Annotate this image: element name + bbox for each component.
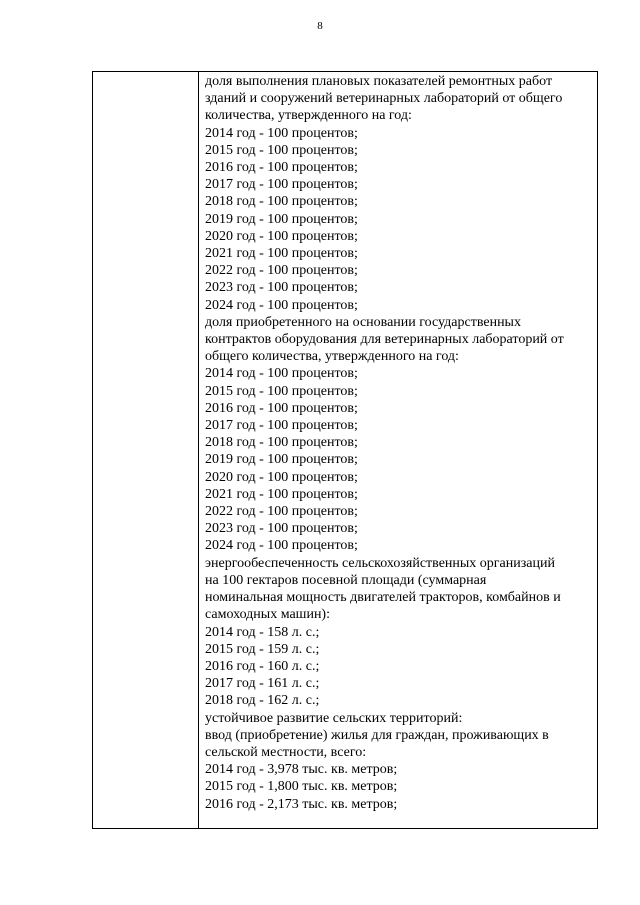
text-line: 2015 год - 1,800 тыс. кв. метров; [205, 779, 398, 795]
text-line: 2018 год - 100 процентов; [205, 435, 358, 451]
text-line: 2015 год - 100 процентов; [205, 383, 358, 399]
text-line: номинальная мощность двигателей тракторов, комбайнов и [205, 590, 561, 606]
text-line: количества, утвержденного на год: [205, 108, 412, 124]
text-line: 2015 год - 159 л. с.; [205, 641, 320, 657]
text-line: 2016 год - 2,173 тыс. кв. метров; [205, 796, 398, 812]
text-line: 2014 год - 100 процентов; [205, 366, 358, 382]
text-line: 2023 год - 100 процентов; [205, 280, 358, 296]
text-line: 2021 год - 100 процентов; [205, 486, 358, 502]
document-table [92, 71, 598, 829]
text-line: 2022 год - 100 процентов; [205, 263, 358, 279]
text-line: 2024 год - 100 процентов; [205, 297, 358, 313]
text-line: 2018 год - 100 процентов; [205, 194, 358, 210]
text-line: 2016 год - 100 процентов; [205, 400, 358, 416]
text-line: 2021 год - 100 процентов; [205, 246, 358, 262]
text-line: контрактов оборудования для ветеринарных лабораторий от [205, 332, 564, 348]
text-line: 2016 год - 100 процентов; [205, 160, 358, 176]
text-line: доля приобретенного на основании государственных [205, 314, 521, 330]
text-line: 2022 год - 100 процентов; [205, 504, 358, 520]
text-line: 2017 год - 100 процентов; [205, 418, 358, 434]
text-line: 2014 год - 158 л. с.; [205, 624, 320, 640]
text-line: 2024 год - 100 процентов; [205, 538, 358, 554]
text-line: энергообеспеченность сельскохозяйственных организаций [205, 555, 555, 571]
table-right-cell [199, 72, 597, 828]
text-line: устойчивое развитие сельских территорий: [205, 710, 463, 726]
text-line: доля выполнения плановых показателей ремонтных работ [205, 74, 553, 89]
text-line: 2017 год - 161 л. с.; [205, 676, 320, 692]
text-line: ввод (приобретение) жилья для граждан, проживающих в [205, 727, 549, 743]
text-line: 2017 год - 100 процентов; [205, 177, 358, 193]
text-line: 2015 год - 100 процентов; [205, 142, 358, 158]
text-line: сельской местности, всего: [205, 744, 367, 760]
text-line: 2023 год - 100 процентов; [205, 521, 358, 537]
text-line: 2014 год - 3,978 тыс. кв. метров; [205, 762, 398, 778]
text-line: самоходных машин): [205, 607, 330, 623]
text-line: зданий и сооружений ветеринарных лабораторий от общего [205, 91, 563, 107]
text-line: 2019 год - 100 процентов; [205, 211, 358, 227]
text-line: 2016 год - 160 л. с.; [205, 658, 320, 674]
text-line: общего количества, утвержденного на год: [205, 349, 459, 365]
text-line: 2014 год - 100 процентов; [205, 125, 358, 141]
text-line: 2018 год - 162 л. с.; [205, 693, 320, 709]
text-line: на 100 гектаров посевной площади (суммарная [205, 572, 487, 588]
text-line: 2020 год - 100 процентов; [205, 469, 358, 485]
text-line: 2020 год - 100 процентов; [205, 228, 358, 244]
page-number: 8 [317, 20, 323, 32]
table-left-cell [93, 72, 199, 828]
text-line: 2019 год - 100 процентов; [205, 452, 358, 468]
